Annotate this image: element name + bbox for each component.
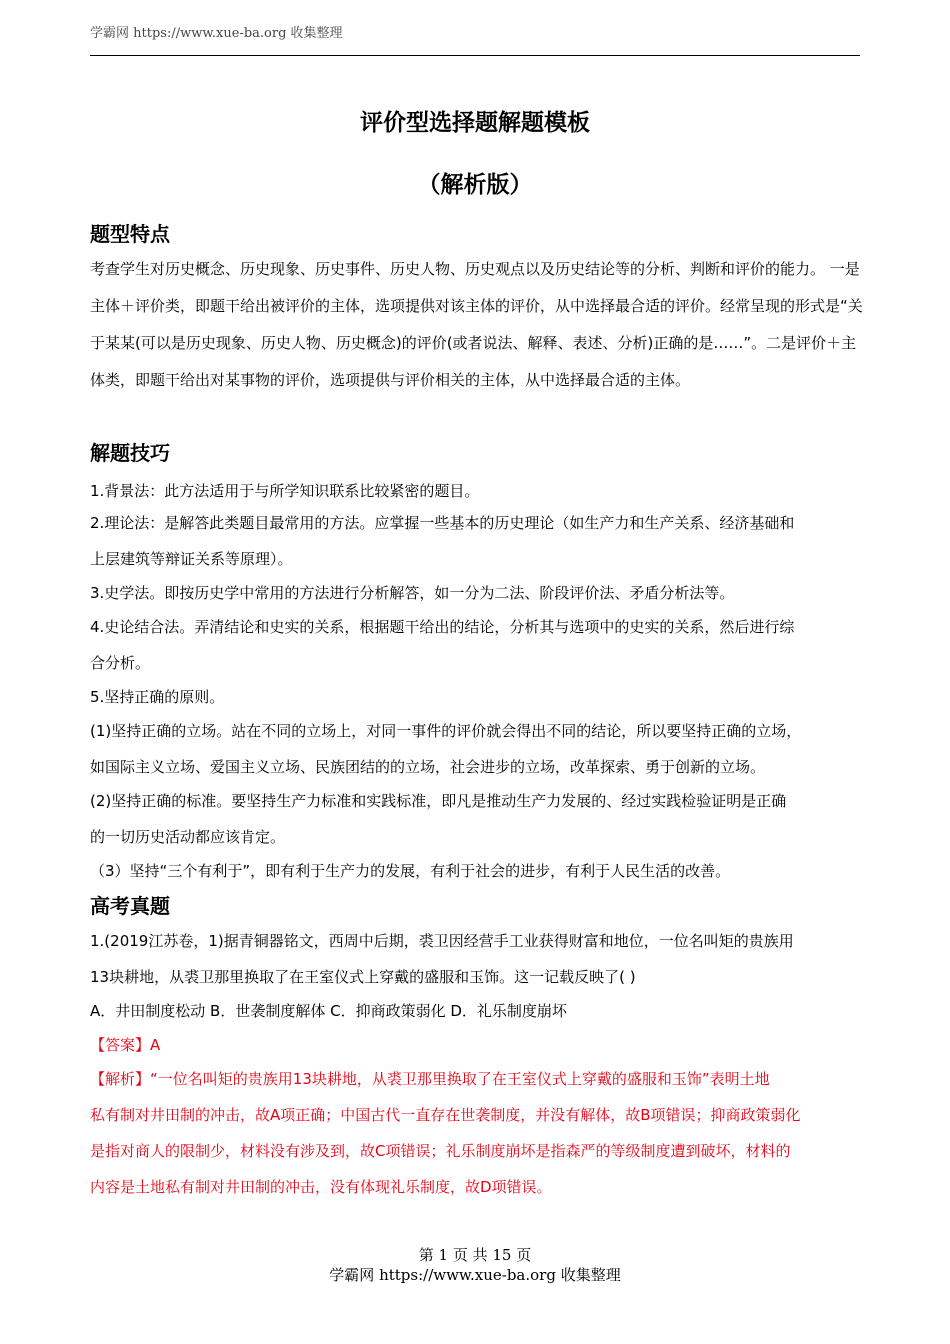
page-subtitle: （解析版）: [417, 172, 533, 198]
technique-item: 的一切历史活动都应该肯定。: [90, 828, 286, 846]
technique-item: 4.史论结合法。弄清结论和史实的关系，根据题干给出的结论，分析其与选项中的史实的关系，然后进行综: [90, 618, 795, 636]
technique-item: 2.理论法：是解答此类题目最常用的方法。应掌握一些基本的历史理论（如生产力和生产关系、经济基础和: [90, 514, 795, 532]
analysis-line: 内容是土地私有制对井田制的冲击，没有体现礼乐制度，故D项错误。: [90, 1178, 552, 1196]
answer-line: 【答案】A: [90, 1036, 161, 1054]
technique-item: 如国际主义立场、爱国主义立场、民族团结的的立场，社会进步的立场，改革探索、勇于创新的立场。: [90, 758, 766, 776]
technique-item: (2)坚持正确的标准。要坚持生产力标准和实践标准，即凡是推动生产力发展的、经过实践检验证明是正确: [90, 792, 787, 810]
technique-item: 合分析。: [90, 654, 151, 672]
section-heading-techniques: 解题技巧: [90, 441, 170, 465]
analysis-line: 私有制对井田制的冲击，故A项正确；中国古代一直存在世袭制度，并没有解体，故B项错误；抑商政策弱化: [90, 1106, 801, 1124]
technique-item: 1.背景法：此方法适用于与所学知识联系比较紧密的题目。: [90, 482, 480, 500]
page-header-source: 学霸网 https://www.xue-ba.org 收集整理: [90, 26, 343, 41]
technique-item: 5.坚持正确的原则。: [90, 688, 225, 706]
footer-source: 学霸网 https://www.xue-ba.org 收集整理: [329, 1266, 621, 1284]
section-heading-type-features: 题型特点: [90, 222, 170, 246]
technique-item: 上层建筑等辩证关系等原理）。: [90, 550, 293, 568]
question-line: 13块耕地，从裘卫那里换取了在王室仪式上穿戴的盛服和玉饰。这一记载反映了( ): [90, 968, 636, 986]
technique-item: (1)坚持正确的立场。站在不同的立场上，对同一事件的评价就会得出不同的结论，所以要坚持正确的立场，: [90, 722, 802, 740]
analysis-line: 【解析】“一位名叫矩的贵族用13块耕地，从裘卫那里换取了在王室仪式上穿戴的盛服和玉饰”表明土地: [90, 1070, 770, 1088]
technique-item: （3）坚持“三个有利于”，即有利于生产力的发展，有利于社会的进步，有利于人民生活的改善。: [90, 862, 731, 880]
question-line: 1.(2019江苏卷，1)据青铜器铭文，西周中后期，裘卫因经营手工业获得财富和地位，一位名叫矩的贵族用: [90, 932, 794, 950]
page-number: 第 1 页 共 15 页: [418, 1246, 532, 1264]
question-options: A．井田制度松动 B．世袭制度解体 C．抑商政策弱化 D．礼乐制度崩坏: [90, 1002, 567, 1020]
technique-item: 3.史学法。即按历史学中常用的方法进行分析解答，如一分为二法、阶段评价法、矛盾分析法等。: [90, 584, 735, 602]
header-divider: [90, 55, 860, 56]
type-features-paragraph: 考查学生对历史概念、历史现象、历史事件、历史人物、历史观点以及历史结论等的分析、判断和评价的能力。 一是主体＋评价类，即题干给出被评价的主体，选项提供对该主体的评价，从中选择最合适的评价。经常呈现的形式是“关于某某(可以是历史现象、历史人物、历史概念)的评价(或者说法、解释、表述、分析)正确的是……”。二是评价＋主体类，即题干给出对某事物的评价，选项提供与评价相关的主体，从中选择最合适的主体。: [90, 260, 863, 389]
section-heading-exam: 高考真题: [90, 894, 170, 918]
page-title: 评价型选择题解题模板: [360, 110, 590, 136]
analysis-line: 是指对商人的限制少，材料没有涉及到，故C项错误；礼乐制度崩坏是指森严的等级制度遭到破坏，材料的: [90, 1142, 791, 1160]
